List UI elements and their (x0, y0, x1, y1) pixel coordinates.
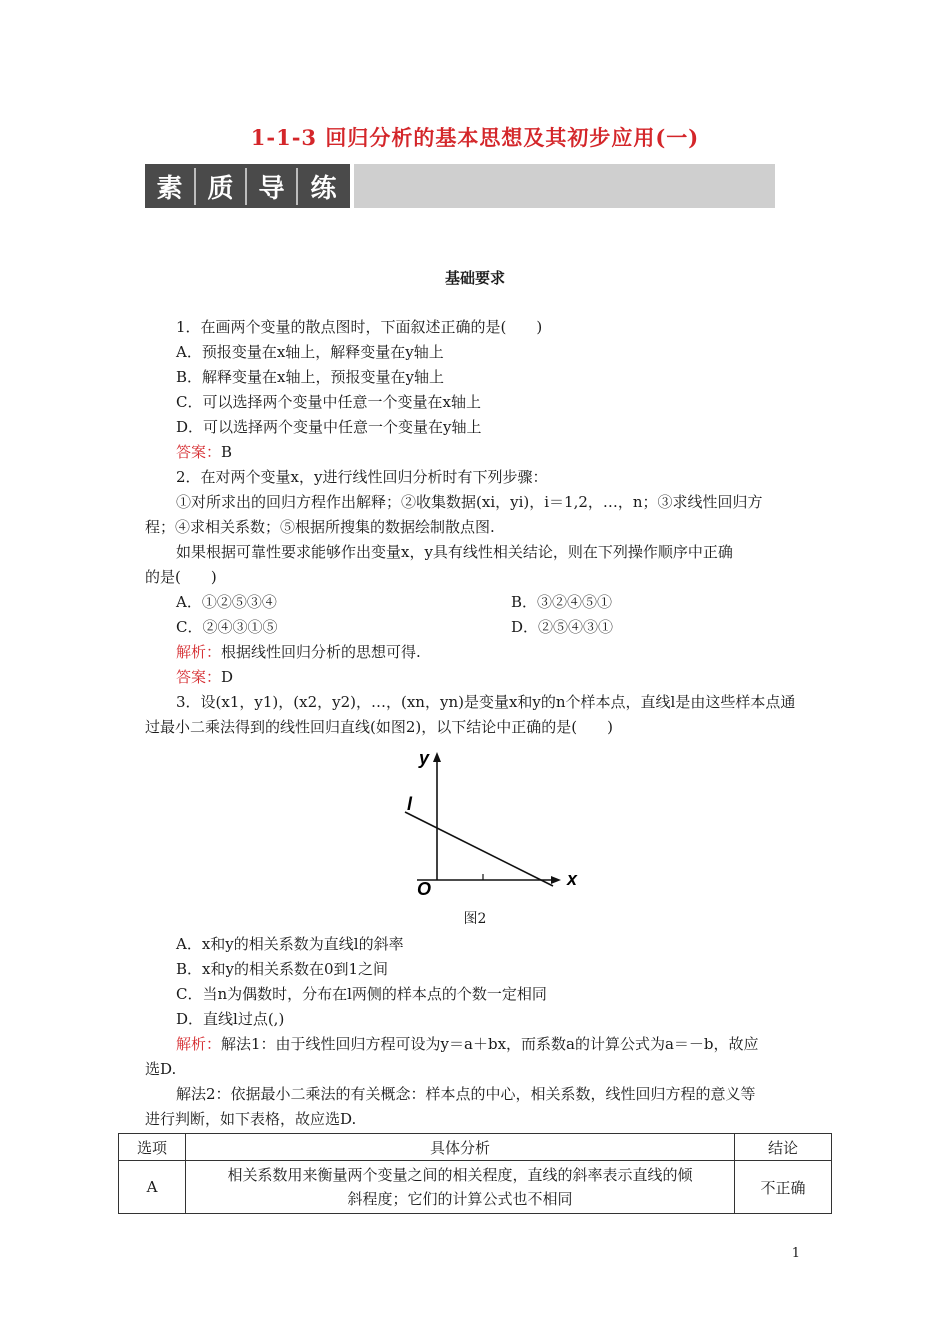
q3-option-b: B．x和y的相关系数在0到1之间 (176, 960, 389, 978)
q2-option-a: A．①②⑤③④ (176, 593, 277, 611)
section-banner (145, 164, 775, 208)
analysis-text: 根据线性回归分析的思想可得. (221, 643, 421, 661)
table-header-row (119, 1134, 832, 1161)
q3-stem-line2: 过最小二乘法得到的线性回归直线(如图2)，以下结论中正确的是( ) (145, 718, 613, 736)
origin-label: O (417, 879, 432, 896)
page-number: 1 (791, 1246, 800, 1261)
x-axis-arrow-icon (551, 876, 561, 884)
q3-method2-line2: 进行判断，如下表格，故应选D. (145, 1110, 357, 1128)
figure-caption: 图2 (463, 911, 487, 927)
table-cell-conclusion: 不正确 (735, 1161, 832, 1214)
answer-label: 答案： (176, 668, 222, 686)
q3-option-c: C．当n为偶数时，分布在l两侧的样本点的个数一定相同 (176, 985, 547, 1003)
q1-option-d: D．可以选择两个变量中任意一个变量在y轴上 (176, 418, 482, 436)
banner-char: 导 (247, 168, 298, 205)
q3-stem-line1: 3．设(x1，y1)，(x2，y2)，…，(xn，yn)是变量x和y的n个样本点，直线l是由这些样本点通 (176, 693, 796, 711)
regression-line (405, 812, 553, 886)
q3-method2-line1: 解法2：依据最小二乘法的有关概念：样本点的中心，相关系数，线性回归方程的意义等 (176, 1085, 756, 1103)
q1-answer (176, 440, 232, 465)
y-axis-label: y (419, 748, 430, 768)
analysis-label: 解析： (176, 643, 222, 661)
line-label: l (407, 794, 413, 814)
banner-label (145, 164, 350, 208)
analysis-label: 解析： (176, 1035, 222, 1053)
banner-bar (354, 164, 775, 208)
q2-steps-line2: 程；④求相关系数；⑤根据所搜集的数据绘制散点图. (145, 518, 495, 536)
q1-option-c: C．可以选择两个变量中任意一个变量在x轴上 (176, 393, 481, 411)
table-header-cell: 选项 (119, 1134, 186, 1161)
q3-option-d: D．直线l过点(,) (176, 1010, 285, 1028)
q2-condition-line1: 如果根据可靠性要求能够作出变量x，y具有线性相关结论，则在下列操作顺序中正确 (176, 543, 733, 561)
section-title: 基础要求 (444, 269, 505, 287)
q3-method1-line1 (176, 1032, 759, 1057)
q1-stem: 1．在画两个变量的散点图时，下面叙述正确的是( ) (176, 318, 543, 336)
answer-value: B (221, 443, 233, 461)
analysis-table (118, 1133, 832, 1214)
table-header-cell: 具体分析 (186, 1134, 735, 1161)
answer-value: D (221, 668, 234, 686)
q2-stem: 2．在对两个变量x，y进行线性回归分析时有下列步骤： (176, 468, 548, 486)
document-title: 1-1-3 回归分析的基本思想及其初步应用(一) (250, 125, 700, 150)
q3-method1-line2: 选D. (145, 1060, 177, 1078)
table-row (119, 1161, 832, 1214)
q1-option-a: A．预报变量在x轴上，解释变量在y轴上 (176, 343, 444, 361)
y-axis-arrow-icon (433, 752, 441, 762)
q2-option-b: B．③②④⑤① (511, 593, 613, 611)
banner-char: 质 (196, 168, 247, 205)
regression-line-figure (395, 748, 595, 896)
answer-label: 答案： (176, 443, 222, 461)
table-header-cell: 结论 (735, 1134, 832, 1161)
table-cell-analysis (186, 1161, 735, 1214)
q2-condition-line2: 的是( ) (145, 568, 217, 586)
x-axis-label: x (567, 869, 578, 889)
method1-text: 解法1：由于线性回归方程可设为y＝a＋bx，而系数a的计算公式为a＝－b，故应 (221, 1035, 759, 1053)
banner-char: 素 (145, 168, 196, 205)
q2-answer (176, 665, 233, 690)
q3-option-a: A．x和y的相关系数为直线l的斜率 (176, 935, 404, 953)
q1-option-b: B．解释变量在x轴上，预报变量在y轴上 (176, 368, 444, 386)
table-cell-option: A (119, 1161, 186, 1214)
q2-option-d: D．②⑤④③① (511, 618, 614, 636)
q2-steps-line1: ①对所求出的回归方程作出解释；②收集数据(xi，yi)，i＝1,2，…，n；③求线性回归方 (176, 493, 763, 511)
analysis-line: 相关系数用来衡量两个变量之间的相关程度，直线的斜率表示直线的倾 (227, 1166, 693, 1184)
analysis-line: 斜程度；它们的计算公式也不相同 (347, 1190, 573, 1208)
q2-option-c: C．②④③①⑤ (176, 618, 278, 636)
q2-analysis (176, 640, 421, 665)
banner-char: 练 (310, 173, 337, 204)
